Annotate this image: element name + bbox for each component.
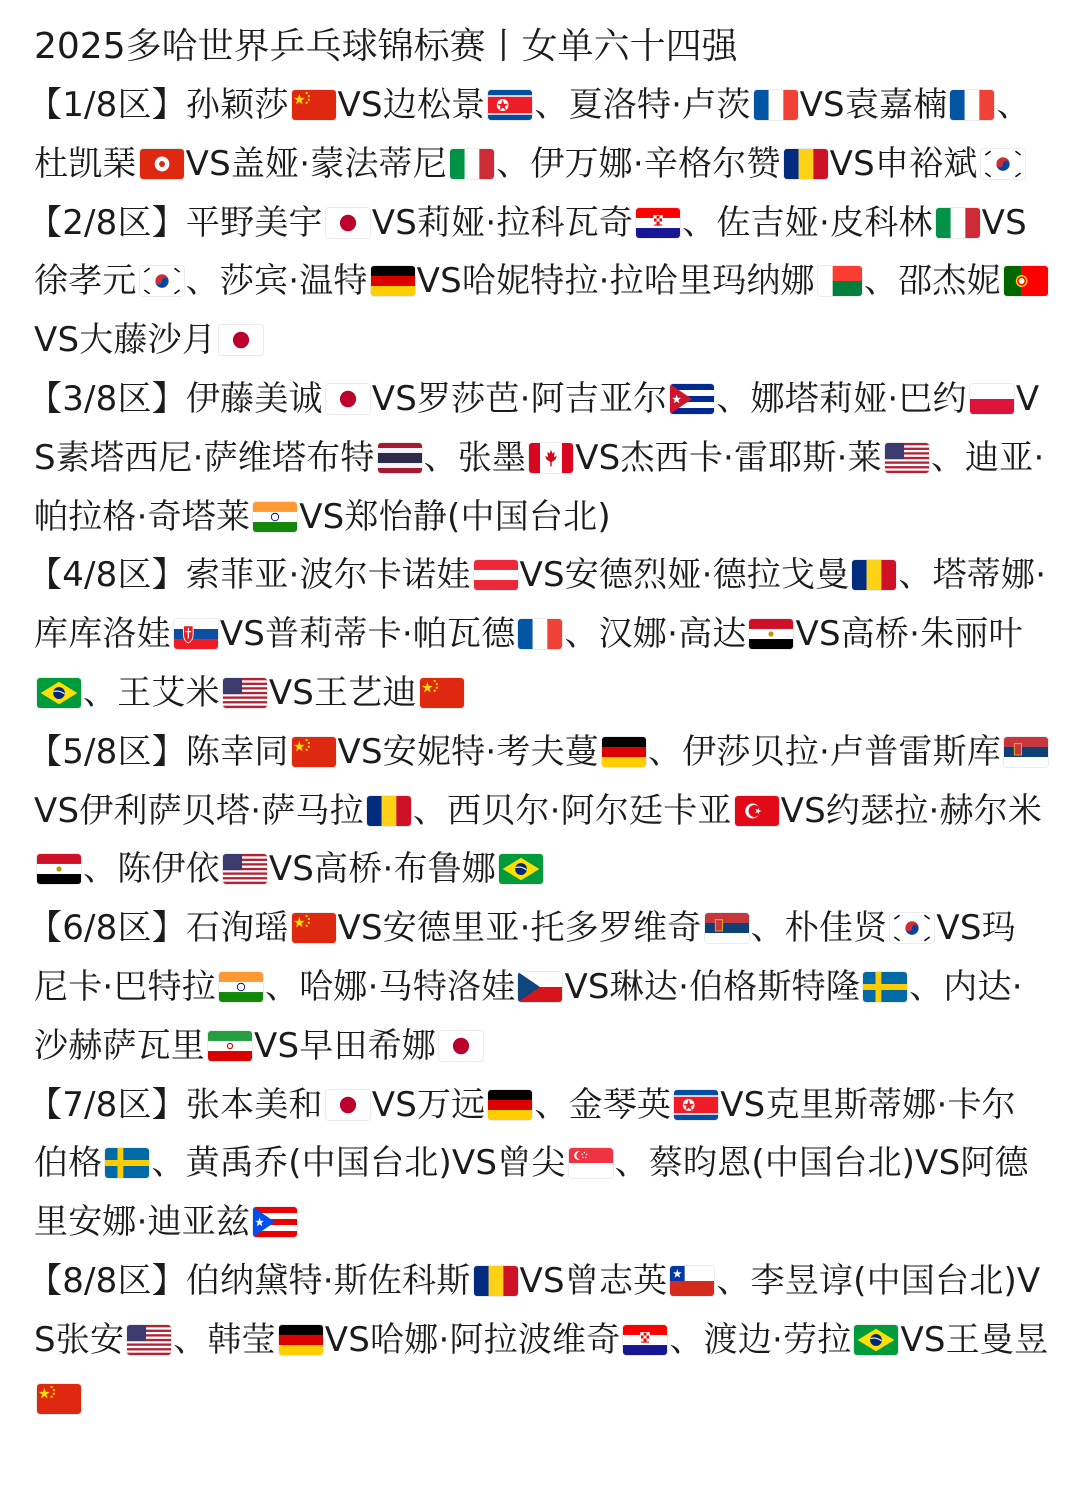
matchup-text: VS克里斯蒂娜·卡尔伯格: [34, 1084, 1016, 1184]
matchup-text: VS边松景: [337, 85, 486, 125]
matchup-text: 、张墨: [423, 437, 527, 478]
matchup-text: 、蔡昀恩(中国台北)VS阿德里安娜·迪亚兹: [34, 1143, 1029, 1243]
draw-zones: [28, 76, 1050, 1428]
usa-flag-icon: [885, 443, 929, 473]
japan-flag-icon: [326, 208, 370, 238]
matchup-text: 、杜凯琹: [34, 85, 1031, 184]
draw-zone-3: [28, 370, 1050, 546]
serbia-flag-icon: [1004, 737, 1048, 767]
sweden-flag-icon: [105, 1148, 149, 1178]
matchup-text: VS琳达·伯格斯特隆: [564, 966, 861, 1007]
matchup-text: VS万远: [371, 1084, 486, 1125]
matchup-text: VS徐孝元: [34, 202, 1027, 302]
japan-flag-icon: [219, 325, 263, 355]
india-flag-icon: [253, 502, 297, 532]
matchup-text: VS郑怡静(中国台北): [299, 496, 611, 537]
brazil-flag-icon: [37, 678, 81, 708]
matchup-text: 、金琴英: [534, 1084, 672, 1125]
brazil-flag-icon: [499, 854, 543, 884]
france-flag-icon: [518, 619, 562, 649]
draw-zone-1: [28, 76, 1050, 194]
romania-flag-icon: [852, 560, 896, 590]
matchup-text: 、伊莎贝拉·卢普雷斯库: [647, 731, 1001, 772]
matchup-text: VS高桥·朱丽叶: [795, 614, 1023, 655]
hong-kong-flag-icon: [140, 149, 184, 179]
germany-flag-icon: [488, 1090, 532, 1120]
draw-zone-7: [28, 1076, 1050, 1252]
matchup-text: VS伊利萨贝塔·萨马拉: [34, 790, 364, 831]
matchup-text: 石洵瑶: [185, 908, 289, 949]
usa-flag-icon: [223, 678, 267, 708]
brazil-flag-icon: [854, 1325, 898, 1355]
draw-zone-4: [28, 546, 1050, 722]
matchup-text: VS罗莎芭·阿吉亚尔: [371, 378, 668, 419]
draw-zone-8: [28, 1252, 1050, 1428]
matchup-text: 索菲亚·波尔卡诺娃: [185, 555, 471, 596]
japan-flag-icon: [439, 1031, 483, 1061]
matchup-text: 、王艾米: [83, 672, 220, 713]
iran-flag-icon: [208, 1031, 252, 1061]
chile-flag-icon: [670, 1266, 714, 1296]
matchup-text: 、佐吉娅·皮科林: [682, 202, 933, 243]
romania-flag-icon: [474, 1266, 518, 1296]
matchup-text: 张本美和: [185, 1084, 323, 1125]
matchup-text: 平野美宇: [185, 202, 323, 243]
zone-label: 【6/8区】: [28, 908, 186, 949]
document: [28, 18, 1050, 1428]
matchup-text: VS大藤沙月: [34, 320, 217, 361]
matchup-text: VS早田希娜: [254, 1025, 437, 1066]
cuba-flag-icon: [670, 384, 714, 414]
france-flag-icon: [754, 90, 798, 120]
north-korea-flag-icon: [674, 1090, 718, 1120]
china-flag-icon: [420, 678, 464, 708]
zone-label: 【4/8区】: [28, 555, 186, 596]
matchup-text: 、邵杰妮: [863, 261, 1001, 302]
matchup-text: VS玛尼卡·巴特拉: [34, 908, 1016, 1007]
matchup-text: VS素塔西尼·萨维塔布特: [34, 378, 1040, 478]
matchup-text: VS莉娅·拉科瓦奇: [371, 202, 634, 243]
india-flag-icon: [219, 972, 263, 1002]
usa-flag-icon: [127, 1325, 171, 1355]
matchup-text: VS盖娅·蒙法蒂尼: [185, 143, 448, 184]
matchup-text: 、伊万娜·辛格尔赞: [496, 143, 781, 184]
romania-flag-icon: [367, 796, 411, 826]
draw-zone-5: [28, 723, 1050, 899]
south-korea-flag-icon: [981, 149, 1025, 179]
north-korea-flag-icon: [488, 90, 532, 120]
germany-flag-icon: [279, 1325, 323, 1355]
portugal-flag-icon: [1004, 266, 1048, 296]
austria-flag-icon: [474, 560, 518, 590]
south-korea-flag-icon: [890, 913, 934, 943]
matchup-text: VS安妮特·考夫蔓: [337, 731, 599, 772]
france-flag-icon: [950, 90, 994, 120]
china-flag-icon: [292, 737, 336, 767]
matchup-text: 、夏洛特·卢茨: [534, 85, 751, 125]
croatia-flag-icon: [623, 1325, 667, 1355]
matchup-text: 、韩莹: [173, 1319, 276, 1360]
matchup-text: VS杰西卡·雷耶斯·莱: [575, 437, 882, 478]
japan-flag-icon: [326, 384, 370, 414]
matchup-text: VS申裕斌: [829, 143, 978, 184]
china-flag-icon: [37, 1384, 81, 1414]
matchup-text: 、李昱谆(中国台北)VS张安: [34, 1260, 1041, 1360]
puerto-rico-flag-icon: [253, 1207, 297, 1237]
usa-flag-icon: [223, 854, 267, 884]
matchup-text: VS高桥·布鲁娜: [268, 849, 497, 890]
matchup-text: 、汉娜·高达: [564, 614, 747, 655]
matchup-text: VS普莉蒂卡·帕瓦德: [219, 614, 516, 655]
draw-zone-2: [28, 194, 1050, 370]
turkey-flag-icon: [735, 796, 779, 826]
matchup-text: 、朴佳贤: [750, 908, 888, 949]
matchup-text: VS约瑟拉·赫尔米: [780, 790, 1043, 831]
matchup-text: 、陈伊依: [83, 849, 220, 890]
zone-label: 【3/8区】: [28, 378, 186, 419]
matchup-text: 、西贝尔·阿尔廷卡亚: [412, 790, 732, 831]
zone-label: 【1/8区】: [28, 85, 186, 125]
matchup-text: VS安德烈娅·德拉戈曼: [519, 555, 850, 596]
japan-flag-icon: [326, 1090, 370, 1120]
south-korea-flag-icon: [140, 266, 184, 296]
matchup-text: 孙颖莎: [185, 85, 289, 125]
matchup-text: VS哈妮特拉·拉哈里玛纳娜: [416, 261, 815, 302]
germany-flag-icon: [602, 737, 646, 767]
madagascar-flag-icon: [818, 266, 862, 296]
canada-flag-icon: [529, 443, 573, 473]
matchup-text: 、迪亚·帕拉格·奇塔莱: [34, 437, 1045, 537]
matchup-text: 、黄禹乔(中国台北)VS曾尖: [151, 1143, 566, 1184]
romania-flag-icon: [784, 149, 828, 179]
germany-flag-icon: [371, 266, 415, 296]
serbia-flag-icon: [705, 913, 749, 943]
china-flag-icon: [292, 90, 336, 120]
singapore-flag-icon: [569, 1148, 613, 1178]
slovakia-flag-icon: [174, 619, 218, 649]
matchup-text: VS安德里亚·托多罗维奇: [337, 908, 702, 949]
croatia-flag-icon: [636, 208, 680, 238]
matchup-text: 、渡边·劳拉: [669, 1319, 852, 1360]
zone-label: 【8/8区】: [28, 1260, 186, 1301]
matchup-text: 、内达·沙赫萨瓦里: [34, 966, 1023, 1066]
egypt-flag-icon: [749, 619, 793, 649]
page-title: 2025多哈世界乒乓球锦标赛丨女单六十四强: [34, 26, 738, 67]
sweden-flag-icon: [863, 972, 907, 1002]
zone-label: 【2/8区】: [28, 202, 186, 243]
matchup-text: VS王艺迪: [268, 672, 417, 713]
egypt-flag-icon: [37, 854, 81, 884]
zone-label: 【5/8区】: [28, 731, 186, 772]
china-flag-icon: [292, 913, 336, 943]
czechia-flag-icon: [518, 972, 562, 1002]
matchup-text: VS王曼昱: [900, 1319, 1049, 1360]
draw-zone-6: [28, 899, 1050, 1075]
poland-flag-icon: [970, 384, 1014, 414]
matchup-text: 、哈娜·马特洛娃: [265, 966, 516, 1007]
matchup-text: 、娜塔莉娅·巴约: [716, 378, 967, 419]
thailand-flag-icon: [378, 443, 422, 473]
matchup-text: VS哈娜·阿拉波维奇: [324, 1319, 621, 1360]
matchup-text: VS袁嘉楠: [799, 85, 948, 125]
zone-label: 【7/8区】: [28, 1084, 186, 1125]
italy-flag-icon: [936, 208, 980, 238]
matchup-text: 、莎宾·温特: [185, 261, 368, 302]
matchup-text: 、塔蒂娜·库库洛娃: [34, 555, 1047, 655]
matchup-text: VS曾志英: [519, 1260, 668, 1301]
matchup-text: 伯纳黛特·斯佐科斯: [185, 1260, 471, 1301]
matchup-text: 陈幸同: [185, 731, 289, 772]
matchup-text: 伊藤美诚: [185, 378, 323, 419]
italy-flag-icon: [450, 149, 494, 179]
